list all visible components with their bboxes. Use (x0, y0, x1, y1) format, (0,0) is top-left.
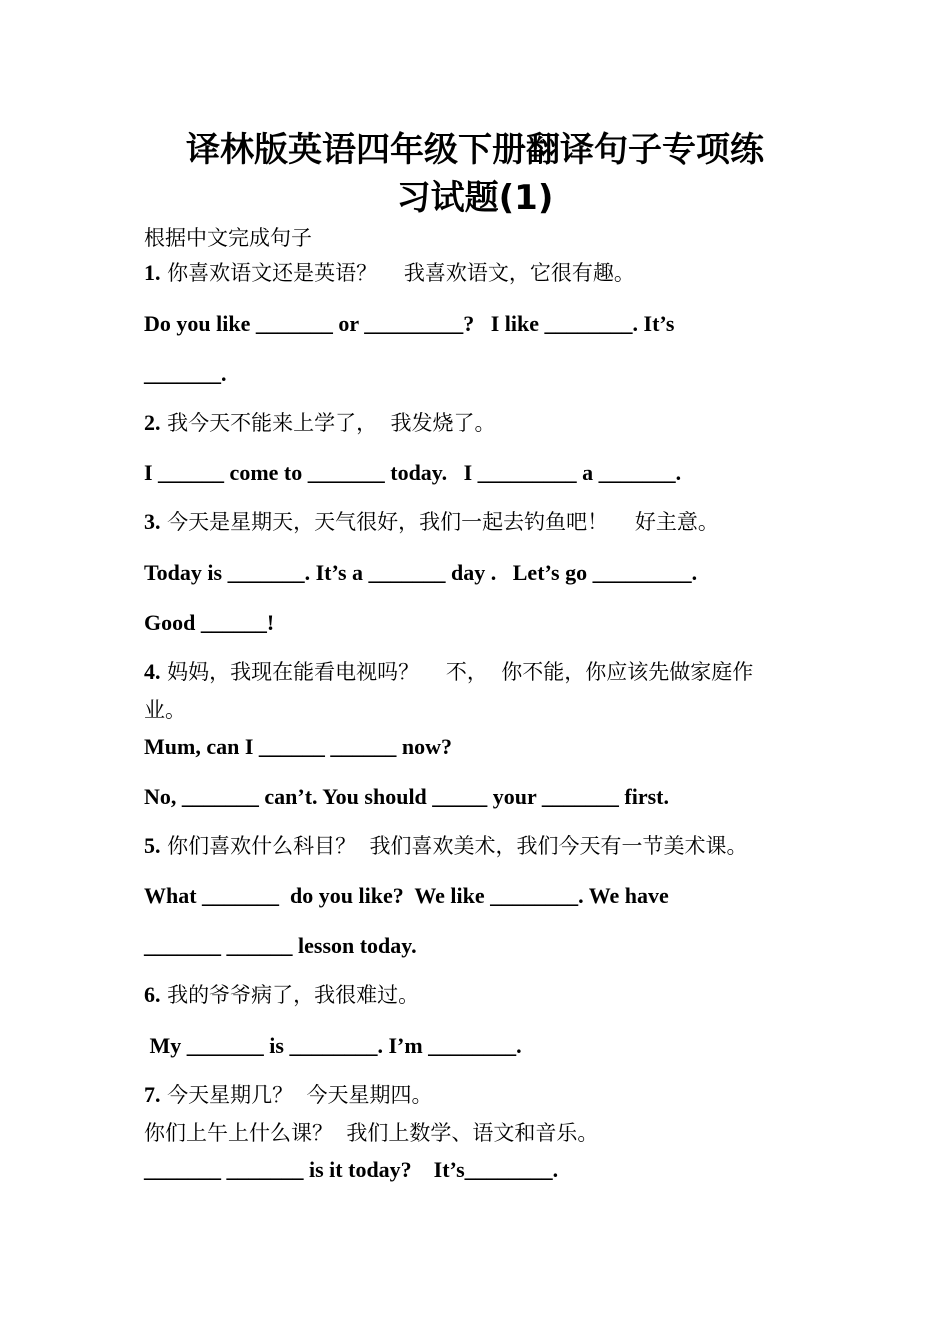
question-7-chinese-line-2: 你们上午上什么课？ 我们上数学、语文和音乐。 (144, 1121, 599, 1145)
question-1-english-line-2: _______. (144, 361, 227, 386)
question-5-chinese (144, 832, 748, 860)
question-number: 2. (144, 410, 161, 435)
question-4-english-line-2: No, _______ can’t. You should _____ your _______ first. (144, 784, 669, 809)
question-number: 1. (144, 260, 161, 285)
chinese-prompt: 你喜欢语文还是英语？ 我喜欢语文，它很有趣。 (160, 261, 635, 285)
chinese-prompt: 你们喜欢什么科目？ 我们喜欢美术，我们今天有一节美术课。 (160, 834, 748, 858)
question-2-chinese (144, 409, 496, 437)
question-1-english-line-1: Do you like _______ or _________? I like ________. It’s (144, 311, 675, 336)
question-5-english-line-1: What _______ do you like? We like ________. We have (144, 883, 669, 908)
title-line-2: 习试题(1) (396, 178, 554, 218)
title-line-1: 译林版英语四年级下册翻译句子专项练 (186, 130, 764, 170)
question-number: 6. (144, 982, 161, 1007)
chinese-prompt: 我的爷爷病了，我很难过。 (160, 983, 420, 1007)
chinese-prompt: 妈妈，我现在能看电视吗？ 不， 你不能，你应该先做家庭作 (160, 660, 754, 684)
question-4-chinese-line-2: 业。 (144, 698, 186, 722)
question-number: 5. (144, 833, 161, 858)
question-2-english-line-1: I ______ come to _______ today. I _________ a _______. (144, 460, 682, 485)
question-1-chinese (144, 259, 635, 287)
question-5-english-line-2: _______ ______ lesson today. (144, 933, 417, 958)
question-4-english-line-1: Mum, can I ______ ______ now? (144, 734, 453, 759)
question-6-chinese (144, 981, 419, 1009)
question-7-chinese (144, 1081, 433, 1109)
question-3-english-line-2: Good ______! (144, 610, 275, 635)
question-number: 3. (144, 509, 161, 534)
chinese-prompt: 我今天不能来上学了， 我发烧了。 (160, 411, 496, 435)
question-3-english-line-1: Today is _______. It’s a _______ day . Let’s go _________. (144, 560, 698, 585)
chinese-prompt: 今天是星期天，天气很好，我们一起去钓鱼吧！ 好主意。 (160, 510, 719, 534)
question-number: 7. (144, 1082, 161, 1107)
question-number: 4. (144, 659, 161, 684)
question-4-chinese (144, 658, 753, 686)
question-3-chinese (144, 508, 719, 536)
chinese-prompt: 今天星期几？ 今天星期四。 (160, 1083, 433, 1107)
question-7-english-line-1: _______ _______ is it today? It’s________. (144, 1157, 559, 1182)
question-6-english-line-1: My _______ is ________. I’m ________. (144, 1033, 522, 1058)
instruction: 根据中文完成句子 (144, 226, 312, 250)
